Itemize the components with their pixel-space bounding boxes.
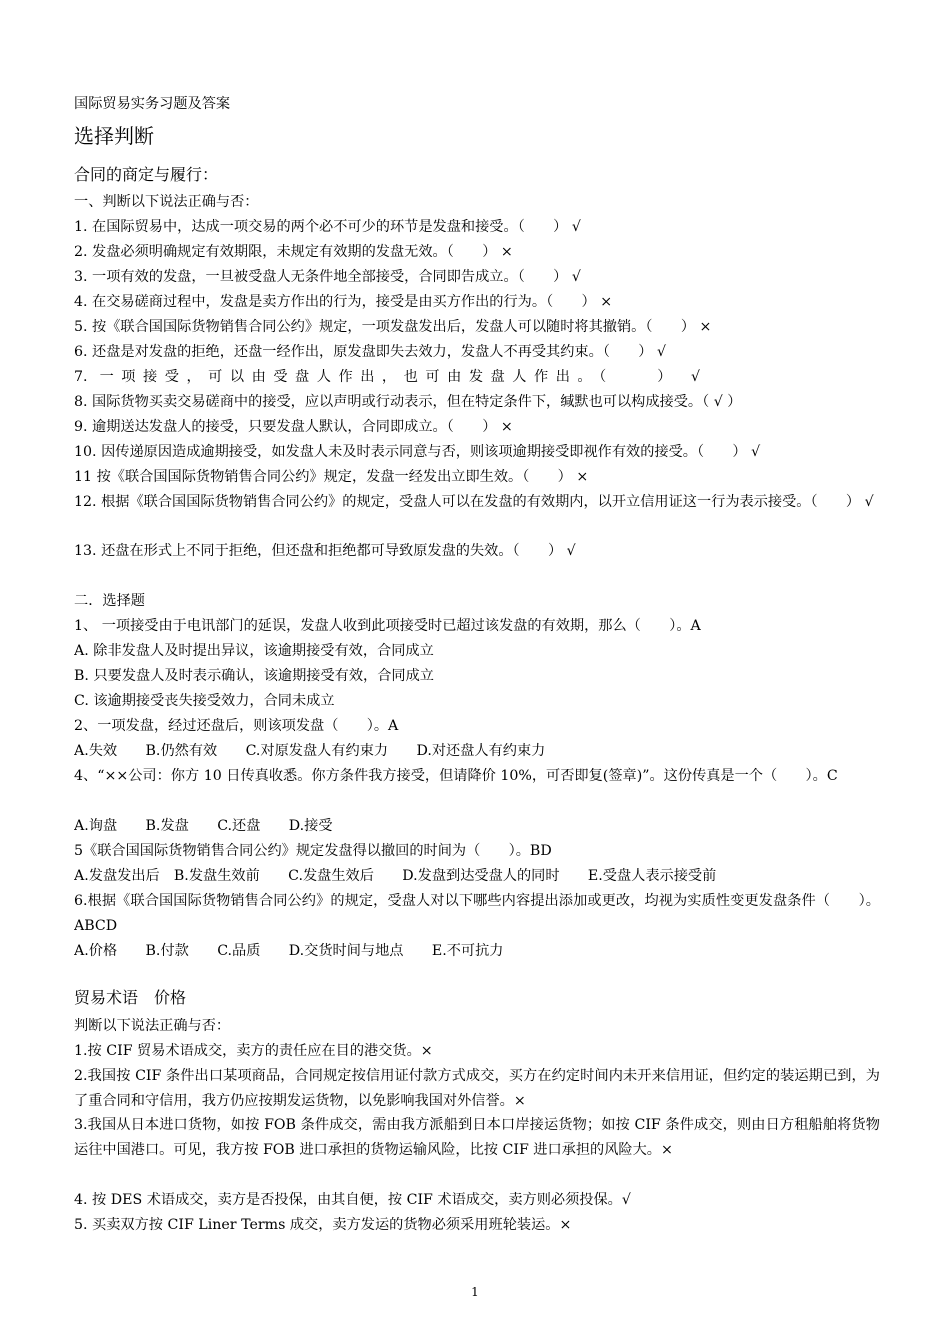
section-heading-trade-terms: 贸易术语 价格	[74, 988, 187, 1007]
judgement-item: 7. 一项接受，可以由受盘人作出，也可由发盘人作出。（ ） √	[74, 369, 700, 385]
main-heading: 选择判断	[74, 124, 154, 148]
judgement-item: 6. 还盘是对发盘的拒绝，还盘一经作出，原发盘即失去效力，发盘人不再受其约束。（ ） √	[74, 344, 666, 360]
judgement-item: 4. 在交易磋商过程中，发盘是卖方作出的行为，接受是由买方作出的行为。（ ） ×	[74, 294, 613, 310]
judgement-item: 1.按 CIF 贸易术语成交，卖方的责任应在目的港交货。×	[74, 1043, 433, 1059]
judgement-item: 5. 买卖双方按 CIF Liner Terms 成交，卖方发运的货物必须采用班轮装运。×	[74, 1217, 572, 1233]
choice-options-row: A.发盘发出后 B.发盘生效前 C.发盘生效后 D.发盘到达受盘人的同时 E.受盘人表示接受前	[74, 868, 717, 884]
judgement-item: 13. 还盘在形式上不同于拒绝，但还盘和拒绝都可导致原发盘的失效。（ ） √	[74, 543, 576, 559]
judgement-item: 9. 逾期送达发盘人的接受，只要发盘人默认，合同即成立。（ ） ×	[74, 419, 513, 435]
choice-question: 6.根据《联合国国际货物销售合同公约》的规定，受盘人对以下哪些内容提出添加或更改，均视为实质性变更发盘条件（ ）。ABCD	[74, 893, 880, 934]
judgement-item: 5. 按《联合国国际货物销售合同公约》规定，一项发盘发出后，发盘人可以随时将其撤销。（ ） ×	[74, 319, 712, 335]
choice-option: C. 该逾期接受丧失接受效力，合同未成立	[74, 693, 335, 709]
judgement-item: 12. 根据《联合国国际货物销售合同公约》的规定，受盘人可以在发盘的有效期内，以开立信用证这一行为表示接受。（ ） √	[74, 494, 874, 510]
part-title-judgement-2: 判断以下说法正确与否：	[74, 1018, 231, 1034]
judgement-item: 3. 一项有效的发盘，一旦被受盘人无条件地全部接受，合同即告成立。（ ） √	[74, 269, 581, 285]
part-title-judgement: 一、判断以下说法正确与否：	[74, 194, 259, 210]
page-number: 1	[471, 1285, 479, 1299]
judgement-item: 2.我国按 CIF 条件出口某项商品，合同规定按信用证付款方式成交，买方在约定时间内未开来信用证，但约定的装运期已到，为了重合同和守信用，我方仍应按期发运货物，以免影响我国对外信誉。×	[74, 1068, 880, 1109]
choice-option: A. 除非发盘人及时提出异议，该逾期接受有效，合同成立	[74, 643, 434, 659]
choice-question: 1、 一项接受由于电讯部门的延误，发盘人收到此项接受时已超过该发盘的有效期，那么（ ）。A	[74, 618, 701, 634]
judgement-item: 1. 在国际贸易中，达成一项交易的两个必不可少的环节是发盘和接受。（ ） √	[74, 219, 581, 235]
judgement-item: 8. 国际货物买卖交易磋商中的接受，应以声明或行动表示，但在特定条件下，缄默也可以构成接受。（ √ ）	[74, 394, 742, 410]
judgement-item: 3.我国从日本进口货物，如按 FOB 条件成交，需由我方派船到日本口岸接运货物；如按 CIF 条件成交，则由日方租船舶将货物运往中国港口。可见，我方按 FOB 进口承担的货物运输风险，比按 CIF 进口承担的风险大。×	[74, 1117, 880, 1158]
choice-options-row: A.失效 B.仍然有效 C.对原发盘人有约束力 D.对还盘人有约束力	[74, 743, 546, 759]
choice-question: 4、“××公司：你方 10 日传真收悉。你方条件我方接受，但请降价 10%，可否即复(签章)”。这份传真是一个（ ）。C	[74, 768, 838, 784]
choice-options-row: A.价格 B.付款 C.品质 D.交货时间与地点 E.不可抗力	[74, 943, 504, 959]
choice-options-row: A.询盘 B.发盘 C.还盘 D.接受	[74, 818, 333, 834]
judgement-item: 10. 因传递原因造成逾期接受，如发盘人未及时表示同意与否，则该项逾期接受即视作有效的接受。（ ） √	[74, 444, 761, 460]
part-title-choice: 二．选择题	[74, 593, 145, 609]
choice-question: 5《联合国国际货物销售合同公约》规定发盘得以撤回的时间为（ ）。BD	[74, 843, 552, 859]
judgement-item: 4. 按 DES 术语成交，卖方是否投保，由其自便，按 CIF 术语成交，卖方则必须投保。√	[74, 1192, 631, 1208]
section-heading-contract: 合同的商定与履行：	[74, 165, 219, 184]
document-title: 国际贸易实务习题及答案	[74, 96, 231, 112]
judgement-item: 11 按《联合国国际货物销售合同公约》规定，发盘一经发出立即生效。（ ） ×	[74, 469, 589, 485]
judgement-item: 2. 发盘必须明确规定有效期限，未规定有效期的发盘无效。（ ） ×	[74, 244, 513, 260]
choice-option: B. 只要发盘人及时表示确认，该逾期接受有效，合同成立	[74, 668, 434, 684]
choice-question: 2、一项发盘，经过还盘后，则该项发盘（ ）。A	[74, 718, 399, 734]
